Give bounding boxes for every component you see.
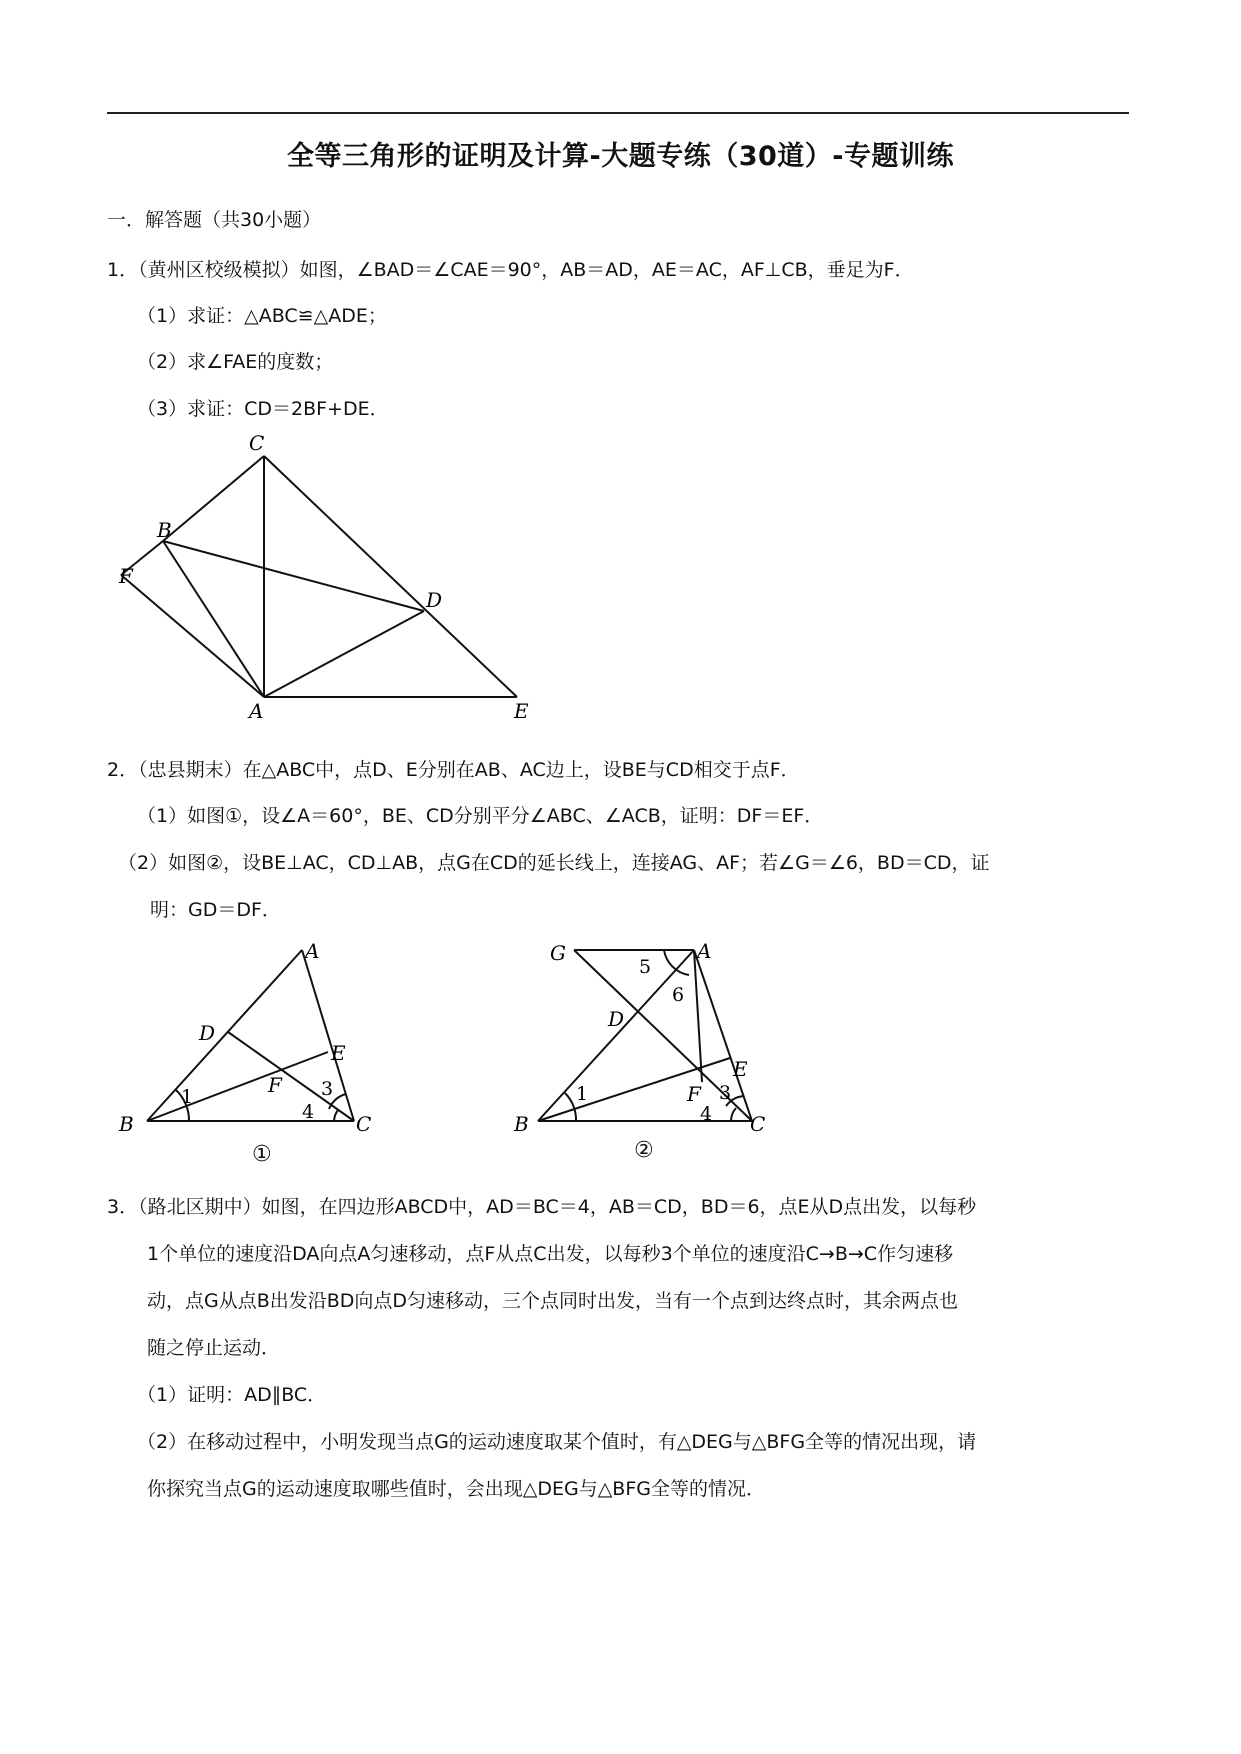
label-C: C: [249, 431, 265, 455]
fig2-angle-1: 1: [576, 1083, 589, 1105]
fig2-label-D: D: [608, 1007, 625, 1031]
page-title: 全等三角形的证明及计算-大题专练（30道）-专题训练: [287, 141, 954, 172]
fig1-label-E: E: [331, 1041, 346, 1065]
problem-1-stem: 1．（黄州区校级模拟）如图，∠BAD＝∠CAE＝90°，AB＝AD，AE＝AC，AF⊥CB，垂足为F．: [107, 259, 914, 281]
problem-3-part-1: （1）证明：AD∥BC．: [137, 1384, 327, 1406]
problem-1-part-2: （2）求∠FAE的度数；: [137, 351, 334, 373]
fig2-angle-5: 5: [639, 956, 652, 978]
fig1-label-A: A: [305, 939, 320, 963]
figure-1-caption: ①: [252, 1142, 272, 1167]
label-E: E: [514, 699, 529, 723]
label-B: B: [157, 518, 172, 542]
problem-2-part-2-cont: 明：GD＝DF．: [150, 899, 281, 921]
label-A: A: [249, 699, 264, 723]
problem-3-part-2-cont: 你探究当点G的运动速度取哪些值时，会出现△DEG与△BFG全等的情况．: [147, 1478, 765, 1500]
label-F: F: [119, 564, 133, 588]
section-heading: 一．解答题（共30小题）: [107, 209, 322, 231]
fig1-label-C: C: [356, 1112, 372, 1136]
problem-2-part-1: （1）如图①，设∠A＝60°，BE、CD分别平分∠ABC、∠ACB，证明：DF＝EF．: [137, 805, 824, 827]
problem-3-line-1: 3．（路北区期中）如图，在四边形ABCD中，AD＝BC＝4，AB＝CD，BD＝6，点E从D点出发，以每秒: [107, 1196, 977, 1218]
problem-1-part-3: （3）求证：CD＝2BF+DE．: [137, 398, 389, 420]
fig1-label-B: B: [119, 1112, 134, 1136]
fig2-label-C: C: [750, 1112, 766, 1136]
fig1-angle-4: 4: [302, 1101, 315, 1123]
problem-3-line-2: 1个单位的速度沿DA向点A匀速移动，点F从点C出发，以每秒3个单位的速度沿C→B→C作匀速移: [147, 1243, 954, 1265]
problem-2-part-2: （2）如图②，设BE⊥AC，CD⊥AB，点G在CD的延长线上，连接AG、AF；若∠G＝∠6，BD＝CD，证: [118, 852, 990, 874]
fig2-angle-6: 6: [672, 984, 685, 1006]
problem-2-stem: 2．（忠县期末）在△ABC中，点D、E分别在AB、AC边上，设BE与CD相交于点F．: [107, 759, 800, 781]
figure-2-caption: ②: [634, 1138, 654, 1163]
problem-3-line-4: 随之停止运动．: [147, 1337, 281, 1359]
fig2-label-F: F: [687, 1082, 701, 1106]
fig2-label-E: E: [733, 1057, 748, 1081]
fig2-label-A: A: [697, 939, 712, 963]
problem-3-line-3: 动，点G从点B出发沿BD向点D匀速移动，三个点同时出发，当有一个点到达终点时，其余两点也: [147, 1290, 959, 1312]
fig2-label-B: B: [514, 1112, 529, 1136]
fig2-angle-3: 3: [719, 1082, 732, 1104]
problem-1-part-1: （1）求证：△ABC≌△ADE；: [137, 305, 387, 327]
fig1-angle-3: 3: [321, 1078, 334, 1100]
problem-3-part-2: （2）在移动过程中，小明发现当点G的运动速度取某个值时，有△DEG与△BFG全等的情况出现，请: [137, 1431, 977, 1453]
fig2-label-G: G: [550, 941, 566, 965]
fig1-angle-1: 1: [181, 1086, 194, 1108]
label-D: D: [426, 588, 443, 612]
fig2-angle-4: 4: [700, 1103, 713, 1125]
fig1-label-D: D: [199, 1021, 216, 1045]
fig1-label-F: F: [268, 1073, 282, 1097]
